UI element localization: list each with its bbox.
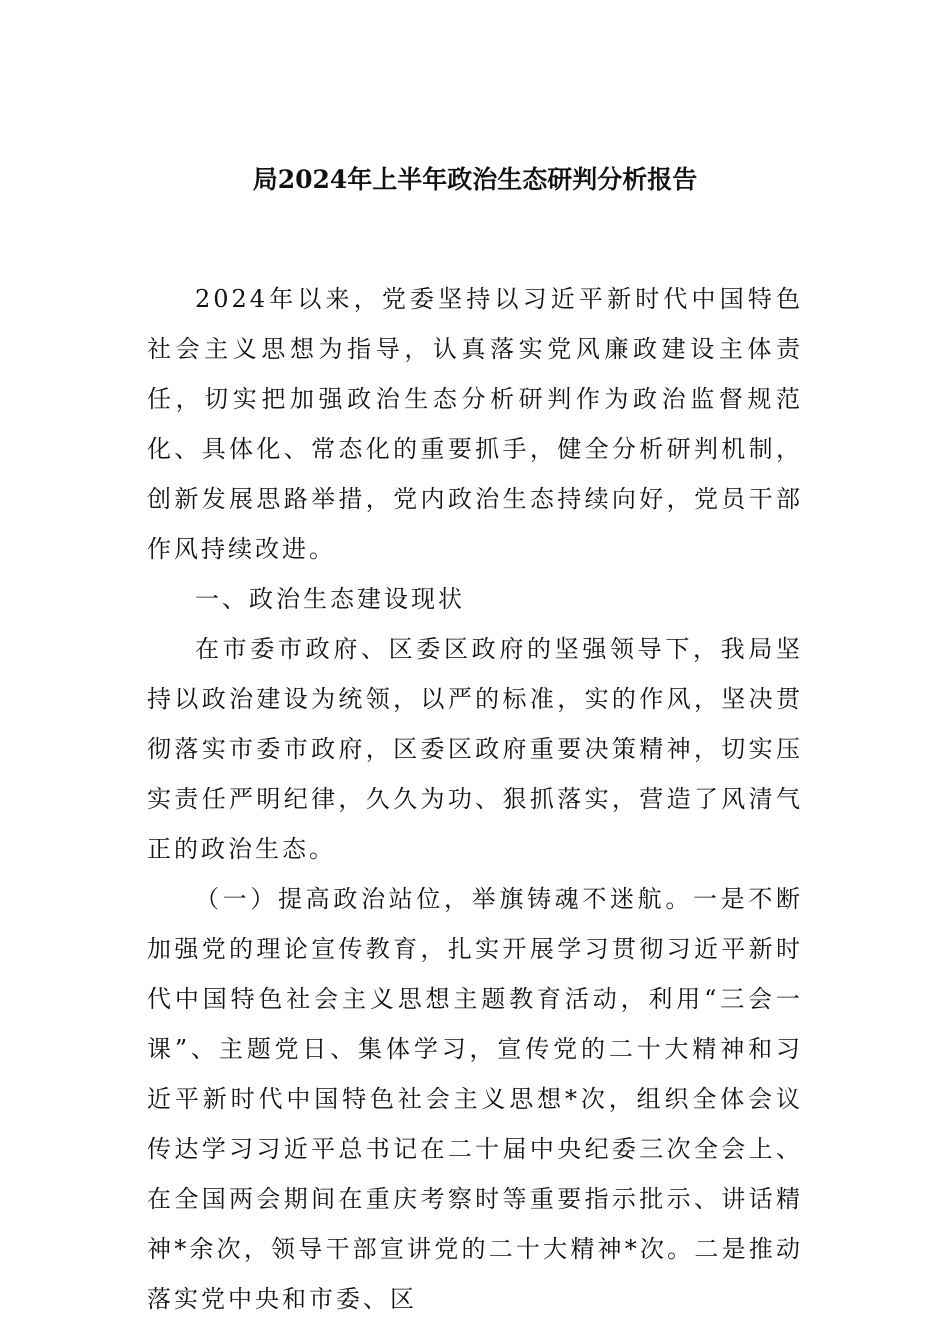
- section-heading-1: 一、政治生态建设现状: [195, 585, 465, 613]
- document-body: [147, 274, 803, 1324]
- intro-paragraph: 2024年以来，党委坚持以习近平新时代中国特色社会主义思想为指导，认真落实党风廉政建设主体责任，切实把加强政治生态分析研判作为政治监督规范化、具体化、常态化的重要抓手，健全分析研判机制，创新发展思路举措，党内政治生态持续向好，党员干部作风持续改进。: [147, 285, 803, 563]
- section-1-paragraph: 在市委市政府、区委区政府的坚强领导下，我局坚持以政治建设为统领，以严的标准，实的作风，坚决贯彻落实市委市政府，区委区政府重要决策精神，切实压实责任严明纪律，久久为功、狠抓落实，营造了风清气正的政治生态。: [147, 635, 803, 863]
- subsection-1-paragraph: （一）提高政治站位，举旗铸魂不迷航。一是不断加强党的理论宣传教育，扎实开展学习贯彻习近平新时代中国特色社会主义思想主题教育活动，利用“三会一课”、主题党日、集体学习，宣传党的二十大精神和习近平新时代中国特色社会主义思想*次，组织全体会议传达学习习近平总书记在二十届中央纪委三次全会上、在全国两会期间在重庆考察时等重要指示批示、讲话精神*余次，领导干部宣讲党的二十大精神*次。二是推动落实党中央和市委、区: [147, 885, 803, 1313]
- document-title: 局2024年上半年政治生态研判分析报告: [252, 165, 698, 194]
